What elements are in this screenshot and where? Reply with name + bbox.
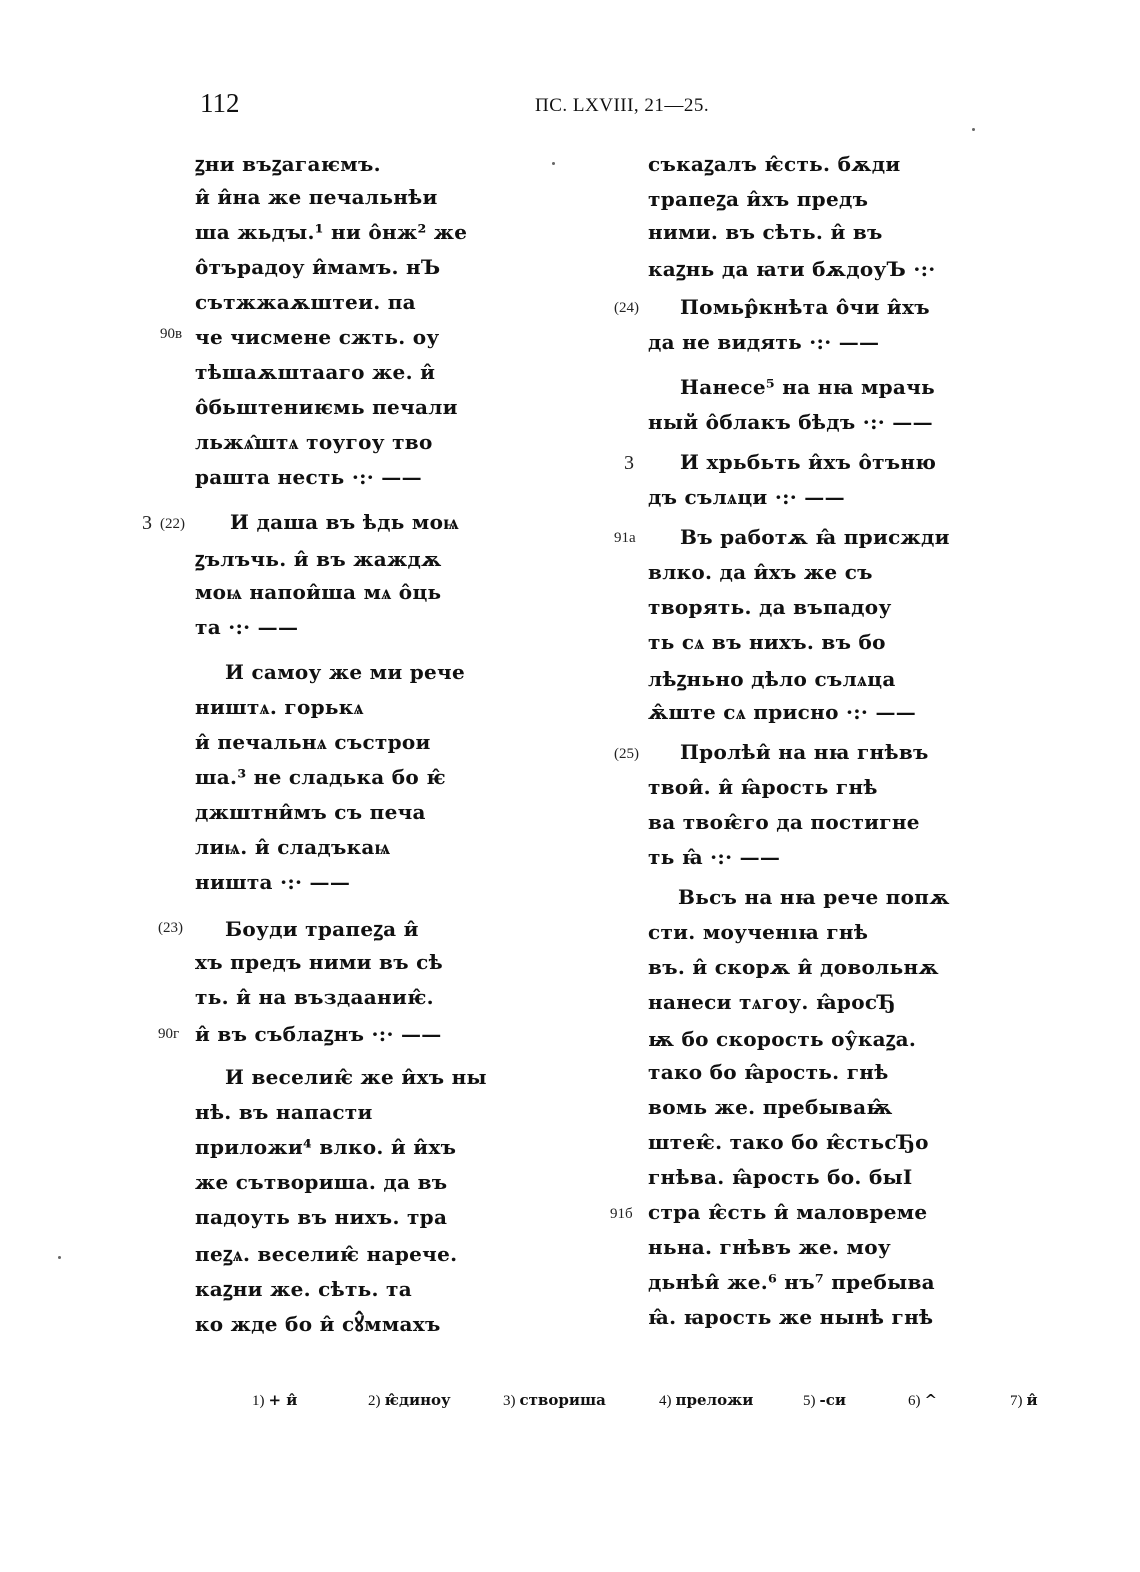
right-text-line: съкаꙁалъ ѥ̂сть. бѫди xyxy=(648,152,901,176)
left-text-line: та ·:· —— xyxy=(195,615,299,639)
left-text-line: джштни̂мъ съ печа xyxy=(195,800,426,824)
right-text-line: штеѥ̂. тако бо ѥ̂стьсЂо xyxy=(648,1130,929,1154)
page-number: 112 xyxy=(200,88,240,118)
left-text-line: сътжжаѫштеи. па xyxy=(195,290,416,314)
right-text-line: каꙁнь да ꙗти бѫдоуЪ ·:· xyxy=(648,257,936,281)
left-text-line: и̂ печальнѧ състрои xyxy=(195,730,431,754)
right-text-line: ньна. гнѣвъ же. моу xyxy=(648,1235,891,1259)
footnote-1: 1) + и̂ xyxy=(252,1391,298,1409)
left-text-line: И веселиѥ̂ же и̂хъ ны xyxy=(225,1065,487,1089)
right-text-line: ѫ̂ште сѧ присно ·:· —— xyxy=(648,700,917,724)
left-text-line: падоуть въ нихъ. тра xyxy=(195,1205,448,1229)
left-text-line: ништѧ. горькѧ xyxy=(195,695,364,719)
verse-number-23: (23) xyxy=(158,920,183,936)
right-text-line: твои̂. и̂ ꙗ̂рость гнѣ xyxy=(648,775,878,799)
print-speck xyxy=(972,128,975,131)
right-text-line: ный о̂блакъ бѣдъ ·:· —— xyxy=(648,410,933,434)
left-text-line: че чисмене сжть. оу xyxy=(195,325,440,349)
print-speck xyxy=(58,1256,61,1259)
left-text-line: хъ предъ ними въ сѣ xyxy=(195,950,443,974)
verse-number-22: (22) xyxy=(160,516,185,532)
left-text-line: моѩ напои̂ша мѧ о̂ць xyxy=(195,580,442,604)
left-text-line: И даша въ ѣдь моѩ xyxy=(230,510,459,534)
left-text-line: о̂търадоу и̂мамъ. нЪ xyxy=(195,255,441,279)
left-text-line: и̂ и̂на же печальнѣи xyxy=(195,185,438,209)
left-text-line: ть. и̂ на въздааниѥ̂. xyxy=(195,985,434,1009)
left-text-line: лиѩ. и̂ сладъкаѩ xyxy=(195,835,391,859)
left-text-line: ништа ·:· —— xyxy=(195,870,351,894)
right-text-line: ними. въ сѣть. и̂ въ xyxy=(648,220,883,244)
right-text-line: въ. и̂ скорѫ и̂ довольнѫ xyxy=(648,955,939,979)
right-text-line: стра ѥ̂сть и̂ маловреме xyxy=(648,1200,928,1224)
left-text-line: приложи⁴ влко. и̂ и̂хъ xyxy=(195,1135,457,1159)
right-text-line: ва твоѥ̂го да постигне xyxy=(648,810,920,834)
right-text-line: ть ꙗ̂ ·:· —— xyxy=(648,845,781,869)
right-text-line: сти. моученıꙗ гнѣ xyxy=(648,920,869,944)
verse-number-25: (25) xyxy=(614,746,639,762)
left-text-line: льжѧ̂штѧ тоугоу тво xyxy=(195,430,433,454)
left-text-line: каꙁни же. сѣть. та xyxy=(195,1277,413,1301)
left-text-line: Боуди трапеꙁа и̂ xyxy=(225,917,419,941)
right-text-line: гнѣва. ꙗ̂рость бо. быI xyxy=(648,1165,913,1189)
left-text-line: же сътвориша. да въ xyxy=(195,1170,448,1194)
running-head: ПС. LXVIII, 21—25. xyxy=(535,95,710,116)
right-text-line: нанеси тѧгоу. ꙗ̂росЂ xyxy=(648,990,896,1014)
right-text-line: Помьр̂кнѣта о̂чи и̂хъ xyxy=(680,295,930,319)
right-text-line: дъ сълѧци ·:· —— xyxy=(648,485,845,509)
right-text-line: ꙗ̂. ꙗрость же нынѣ гнѣ xyxy=(648,1305,934,1329)
left-text-line: пеꙁѧ. веселиѥ̂ нарече. xyxy=(195,1242,458,1266)
right-text-line: трапеꙁа и̂хъ предъ xyxy=(648,187,869,211)
left-text-line: о̂бьштениѥмь печали xyxy=(195,395,458,419)
right-text-line: Нанесе⁵ на нꙗ мрачь xyxy=(680,375,936,399)
right-text-line: ѭ бо скорость оу̂каꙁа. xyxy=(648,1027,917,1051)
left-text-line: ша жьдꙑ.¹ ни о̂нж² же xyxy=(195,220,468,244)
left-text-line: тѣшаѫштааго же. и̂ xyxy=(195,360,436,384)
right-text-line: да не видять ·:· —— xyxy=(648,330,880,354)
right-text-line: творять. да въпадоу xyxy=(648,595,892,619)
right-text-line: лѣꙁньно дѣло сълѧца xyxy=(648,667,896,691)
footnote-6: 6) ^ xyxy=(908,1391,938,1409)
margin-mark-3: 3 xyxy=(142,512,152,534)
right-text-line: Вьсъ на нꙗ рече попѫ xyxy=(678,885,950,909)
footnote-5: 5) -си xyxy=(803,1391,846,1409)
right-text-line: вомь же. пребываѭ̂ xyxy=(648,1095,893,1119)
footnote-7: 7) и̂ xyxy=(1010,1391,1038,1409)
left-text-line: И самоу же ми рече xyxy=(225,660,465,684)
right-text-line: влко. да и̂хъ же съ xyxy=(648,560,873,584)
left-text-line: ко жде бо и̂ сꙋ̂ммахъ xyxy=(195,1312,441,1336)
footnote-3: 3) створиша xyxy=(503,1391,606,1409)
left-text-line: нѣ. въ напасти xyxy=(195,1100,373,1124)
margin-mark-3: 3 xyxy=(624,452,634,474)
left-text-line: рашта несть ·:· —— xyxy=(195,465,422,489)
print-speck xyxy=(552,162,555,165)
folio-mark-91a: 91а xyxy=(614,530,636,546)
right-text-line: дьнѣи̂ же.⁶ нъ⁷ пребыва xyxy=(648,1270,935,1294)
left-text-line: ꙁълъчь. и̂ въ жаждѫ xyxy=(195,547,442,571)
folio-mark-90v: 90в xyxy=(160,326,183,342)
right-text-line: ть сѧ въ нихъ. въ бо xyxy=(648,630,886,654)
folio-mark-90g: 90г xyxy=(158,1026,180,1042)
right-text-line: Пролѣи̂ на нꙗ гнѣвъ xyxy=(680,740,929,764)
left-text-line: ꙁни въꙁагаѥмъ. xyxy=(195,152,381,176)
left-text-line: ша.³ не сладька бо ѥ̂ xyxy=(195,765,446,789)
left-text-line: и̂ въ съблаꙁнъ ·:· —— xyxy=(195,1022,442,1046)
footnote-2: 2) ѥ̂диноу xyxy=(368,1391,451,1409)
footnote-4: 4) преложи xyxy=(659,1391,754,1409)
right-text-line: тако бо ꙗ̂рость. гнѣ xyxy=(648,1060,889,1084)
right-text-line: И хрьбьть и̂хъ о̂тъню xyxy=(680,450,937,474)
verse-number-24: (24) xyxy=(614,300,639,316)
right-text-line: Въ работѫ ꙗ̂ присжди xyxy=(680,525,950,549)
folio-mark-91b: 91б xyxy=(610,1206,633,1222)
